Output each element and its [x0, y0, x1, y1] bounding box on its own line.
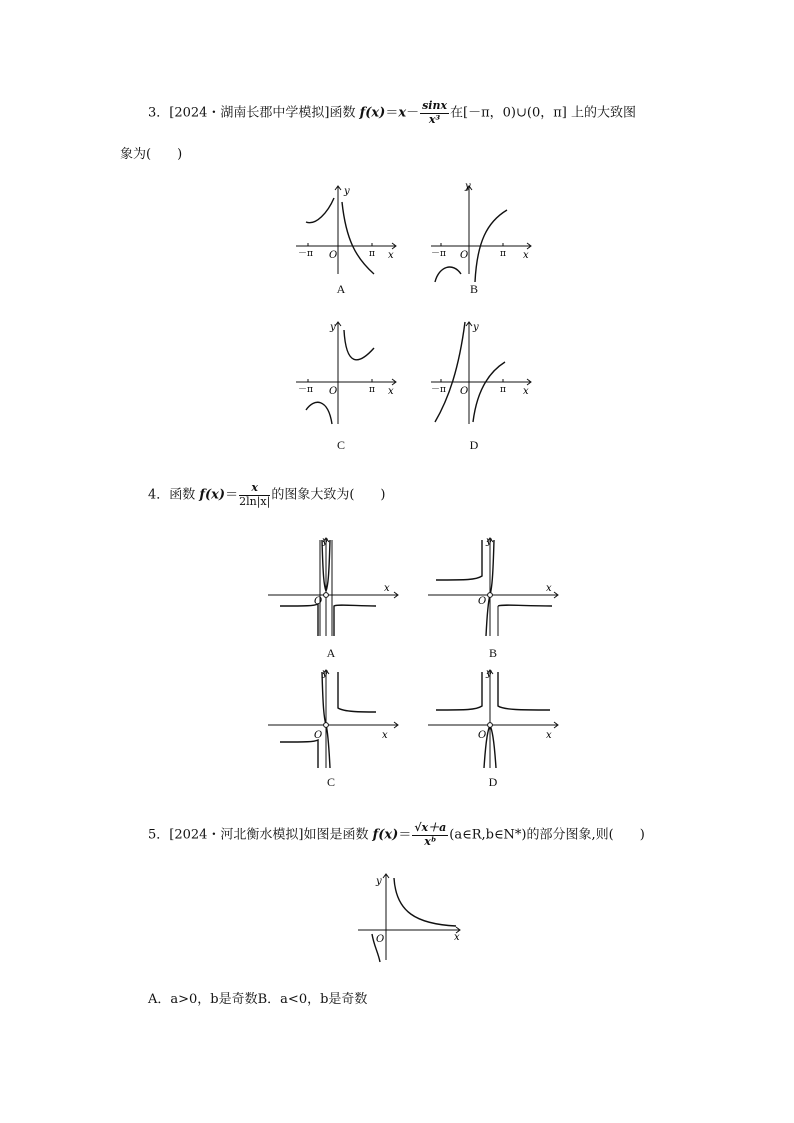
q5-func: f(x)	[372, 827, 399, 843]
q5-stem-prefix: 如图是函数	[303, 827, 373, 843]
q4-frac-den: 2ln|x|	[239, 494, 271, 508]
q3-graph-d	[427, 318, 537, 452]
tick-neg-pi: －π	[431, 385, 446, 395]
q3-fraction	[420, 100, 449, 126]
tick-neg-pi: －π	[298, 249, 313, 259]
option-label-c: C	[336, 438, 345, 452]
axis-y-label: y	[322, 668, 328, 679]
option-label-b: B	[469, 282, 478, 296]
q4-eq: ＝	[225, 487, 239, 503]
q3-graph-c	[292, 318, 402, 452]
tick-pi: π	[369, 385, 375, 395]
q3-func: f(x)	[359, 105, 386, 121]
q5-fraction	[412, 822, 448, 848]
q4-graph-b	[426, 536, 562, 660]
option-label-a: A	[336, 282, 346, 296]
axis-x-label: x	[523, 386, 529, 397]
axis-y-label: y	[344, 186, 350, 197]
axis-y-label: y	[473, 322, 479, 333]
q4-func: f(x)	[199, 487, 226, 503]
axis-y-label: y	[486, 536, 492, 547]
axis-x-label: x	[546, 730, 552, 741]
axis-y-label: y	[322, 536, 328, 547]
q4-number: 4．	[148, 487, 170, 503]
q3-stem-line2: 象为( )	[120, 147, 183, 162]
q4-graph-c	[266, 668, 402, 789]
q4-stem-suffix: 的图象大致为( )	[271, 487, 386, 503]
q5-stem	[148, 822, 645, 848]
axis-x-label: x	[546, 583, 552, 594]
q3-minus: －	[406, 105, 420, 121]
q3-stem-suffix: 在[－π，0)∪(0，π] 上的大致图	[450, 105, 636, 121]
q3-graph-b	[427, 181, 537, 296]
axis-y-label: y	[330, 322, 336, 333]
axis-x-label: x	[382, 730, 388, 741]
q3-number: 3．	[148, 105, 170, 121]
q5-frac-num: √x＋a	[414, 821, 447, 834]
tick-pi: π	[369, 249, 375, 259]
origin-label: O	[460, 386, 469, 397]
option-label-d: D	[469, 438, 479, 452]
q4-stem-prefix: 函数	[169, 487, 200, 503]
origin-label: O	[478, 730, 487, 741]
q3-stem-prefix: 函数	[329, 105, 360, 121]
q3-eq: ＝	[385, 105, 399, 121]
option-label-c: C	[326, 775, 335, 789]
origin-label: O	[460, 250, 469, 261]
q4-frac-num: x	[239, 482, 270, 496]
axis-x-label: x	[454, 932, 460, 943]
axis-x-label: x	[523, 250, 529, 261]
origin-label: O	[376, 934, 385, 945]
q5-choices	[148, 988, 367, 1007]
option-label-d: D	[488, 775, 498, 789]
axis-x-label: x	[388, 250, 394, 261]
q3-stem	[148, 100, 636, 126]
q3-graph-a	[292, 182, 402, 296]
q3-x-term: x	[398, 105, 407, 121]
q5-number: 5．	[148, 827, 170, 843]
origin-label: O	[478, 596, 487, 607]
choice-a[interactable]: A．a>0，b是奇数	[148, 992, 258, 1007]
q5-frac-den: xᵇ	[424, 834, 437, 848]
origin-label: O	[329, 386, 338, 397]
axis-y-label: y	[486, 668, 492, 679]
axis-x-label: x	[384, 583, 390, 594]
q3-frac-den: x³	[428, 112, 441, 126]
q3-source: [2024・湖南长郡中学模拟]	[169, 105, 330, 121]
q4-graph-d	[426, 668, 562, 789]
axis-y-label: y	[376, 876, 382, 887]
tick-pi: π	[500, 249, 506, 259]
tick-pi: π	[500, 385, 506, 395]
axis-y-label: y	[465, 181, 471, 192]
q5-source: [2024・河北衡水模拟]	[169, 827, 304, 843]
option-label-a: A	[326, 646, 336, 660]
origin-label: O	[314, 596, 323, 607]
axis-x-label: x	[388, 386, 394, 397]
tick-neg-pi: －π	[298, 385, 313, 395]
origin-label: O	[329, 250, 338, 261]
q4-stem	[148, 482, 385, 508]
q3-frac-num: sinx	[422, 99, 448, 112]
origin-label: O	[314, 730, 323, 741]
q4-fraction	[239, 482, 270, 508]
tick-neg-pi: －π	[431, 249, 446, 259]
q5-stem-suffix: (a∈R,b∈N*)的部分图象,则( )	[449, 827, 645, 843]
q5-eq: ＝	[398, 827, 412, 843]
choice-b[interactable]: B．a<0，b是奇数	[257, 992, 368, 1007]
q5-graph	[356, 872, 466, 964]
option-label-b: B	[488, 646, 497, 660]
q4-graph-a	[266, 536, 402, 660]
